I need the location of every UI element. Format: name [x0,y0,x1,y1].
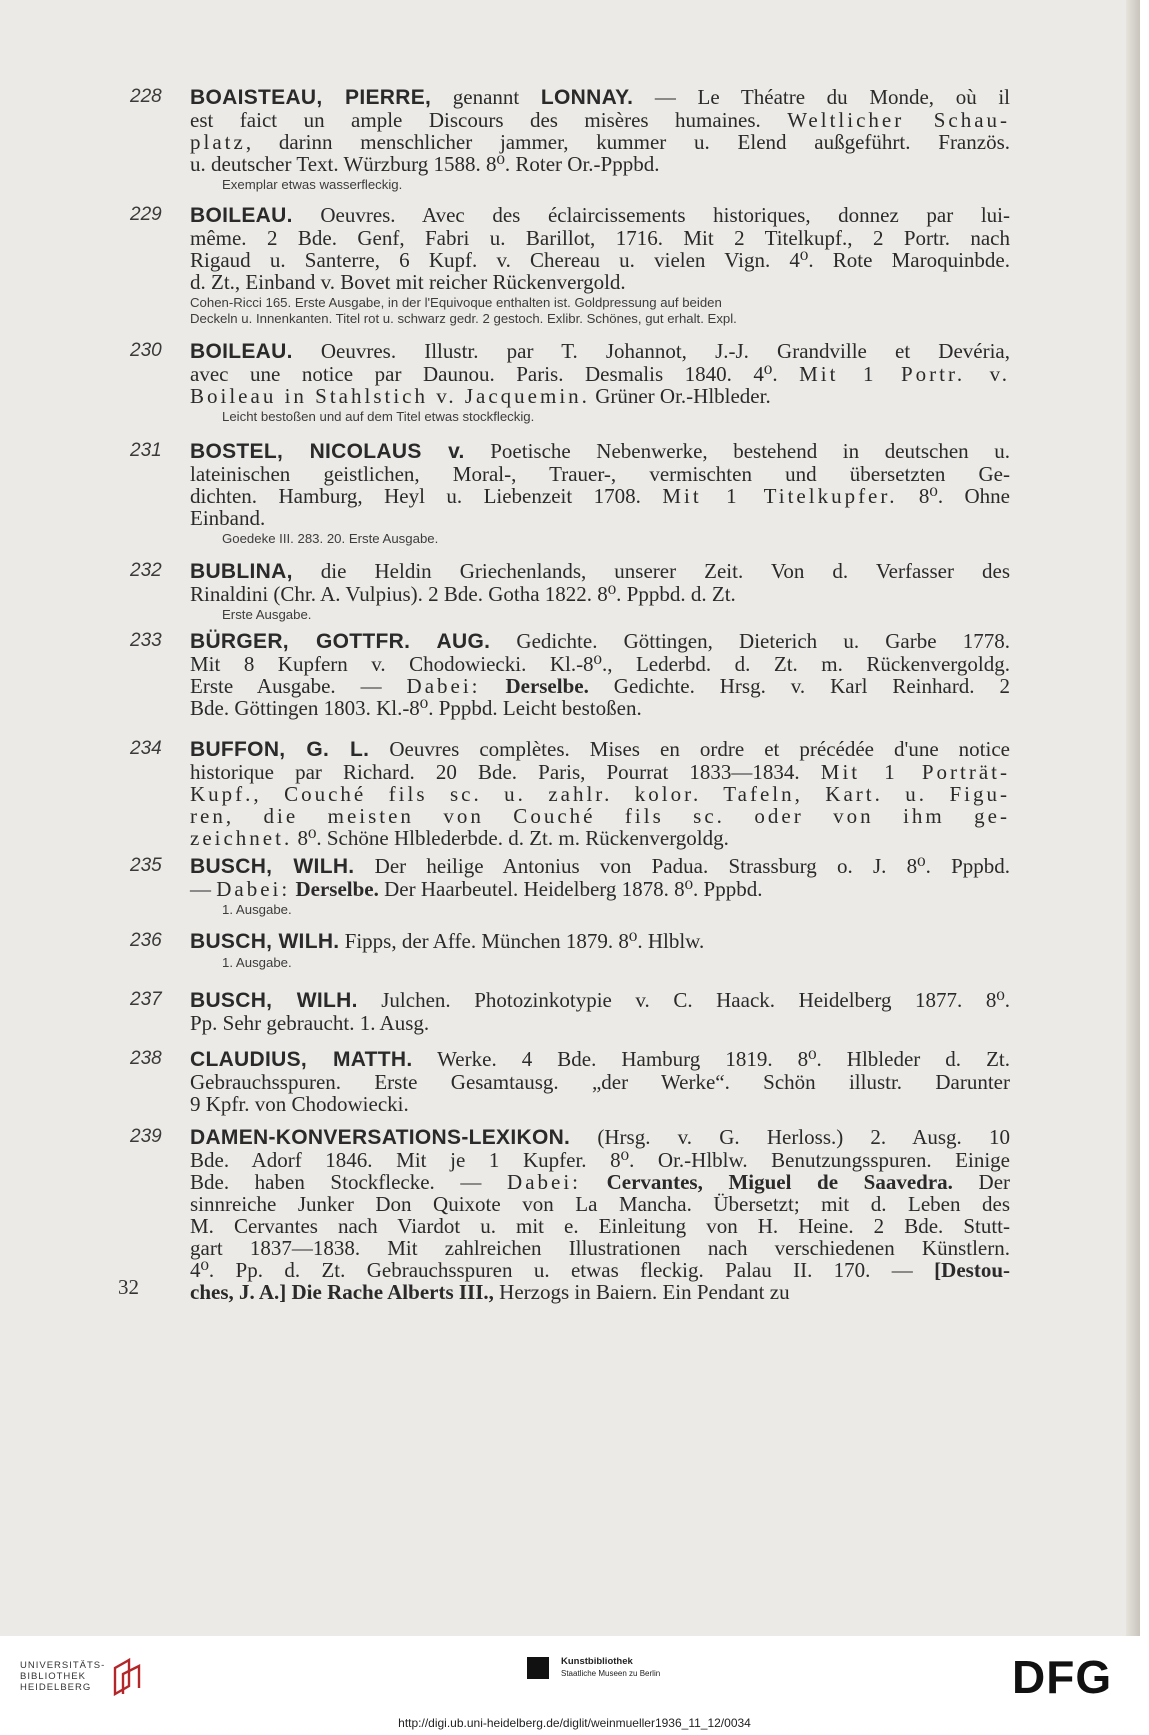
entry-line [190,1071,1010,1093]
entry-heading: BOAISTEAU, PIERRE, [190,86,432,109]
entry-description [190,560,1010,623]
entry-text: Gedichte. Göttingen, Dieterich u. Garbe 1778. [490,629,1010,653]
entry-text: Der heilige Antonius von Padua. Strassburg o. J. 8⁰. Pppbd. [354,854,1010,878]
entry-line [190,560,1010,583]
entry-description [190,738,1010,849]
entry-text: Gebrauchsspuren. Erste Gesamtausg. „der Werke“. Schön illustr. Darunter [190,1070,1010,1094]
entry-text: sinnreiche Junker Don Quixote von La Mancha. Übersetzt; mit d. Leben des [190,1192,1010,1216]
entry-bold-text: ches, J. A.] Die Rache Alberts III., [190,1280,494,1304]
entry-description [190,989,1010,1034]
entry-line [190,227,1010,249]
entry-number: 236 [130,930,162,951]
entry-line [190,1215,1010,1237]
entry-spaced-text: Weltlicher Schau- [787,108,1011,132]
entry-number: 231 [130,440,162,461]
entry-text: Rigaud u. Santerre, 6 Kupf. v. Chereau u. vielen Vign. 4⁰. Rote Maroquinbde. [190,248,1010,272]
entry-text [481,674,506,698]
entry-text: (Hrsg. v. G. Herloss.) 2. Ausg. 10 [570,1125,1010,1149]
entry-line [190,1281,1010,1303]
entry-line [190,440,1010,463]
entry-spaced-text: Boileau in Stahlstich v. Jacquemin. [190,384,590,408]
entry-line [190,153,1010,175]
entry-heading: BÜRGER, GOTTFR. AUG. [190,630,491,653]
entry-line [190,805,1010,827]
entry-spaced-text: platz [190,130,246,154]
catalogue-entry [130,440,1010,547]
entry-number: 235 [130,855,162,876]
catalogue-entry [130,855,1010,918]
entry-spaced-text: Mit 1 Porträt- [820,760,1010,784]
entry-heading: BUSCH, WILH. [190,930,340,953]
entry-line [190,930,1010,953]
entry-text: Poetische Nebenwerke, bestehend in deutschen u. [464,439,1010,463]
entry-text: Oeuvres. Avec des éclaircissements historiques, donnez par lui- [292,203,1010,227]
entry-line [190,249,1010,271]
entry-text: , darinn menschlicher jammer, kummer u. Elend außgeführt. Französ. [245,130,1010,154]
entry-note [222,177,1010,193]
entry-text: Fipps, der Affe. München 1879. 8⁰. Hlblw. [339,929,705,953]
entry-line [190,204,1010,227]
entry-note-line: Cohen-Ricci 165. Erste Ausgabe, in der l'Equivoque enthalten ist. Goldpressung auf beiden [190,295,722,310]
entry-number: 234 [130,738,162,759]
entry-text: Oeuvres complètes. Mises en ordre et précédée d'une notice [369,737,1010,761]
entry-line [190,697,1010,719]
entry-spaced-text: Dabei: [406,674,481,698]
entry-line [190,1193,1010,1215]
kunstbibliothek-subtitle: Staatliche Museen zu Berlin [561,1669,661,1678]
entry-line [190,1259,1010,1281]
entry-heading: BOSTEL, NICOLAUS v. [190,440,465,463]
entry-heading: BUSCH, WILH. [190,989,358,1012]
entry-heading: DAMEN-KONVERSATIONS-LEXIKON. [190,1126,571,1149]
entry-text: Werke. 4 Bde. Hamburg 1819. 8⁰. Hlbleder d. Zt. [412,1047,1010,1071]
catalogue-entry [130,1126,1010,1303]
entry-line [190,131,1010,153]
entry-description [190,204,1010,327]
catalogue-entry [130,630,1010,719]
entry-note [222,902,1010,918]
entry-note [222,955,1010,971]
university-library-logo-text: UNIVERSITÄTS- BIBLIOTHEK HEIDELBERG [20,1659,106,1693]
entry-text: dichten. Hamburg, Heyl u. Liebenzeit 1708. [190,484,663,508]
entry-text: Julchen. Photozinkotypie v. C. Haack. Heidelberg 1877. 8⁰. [357,988,1010,1012]
entry-line [190,783,1010,805]
university-library-logo[interactable] [20,1656,145,1696]
page-number: 32 [118,1275,139,1299]
entry-note-line: Goedeke III. 283. 20. Erste Ausgabe. [222,531,439,546]
entry-text: 4⁰. Pp. d. Zt. Gebrauchsspuren u. etwas fleckig. Palau II. 170. — [190,1258,935,1282]
entry-line [190,340,1010,363]
entry-line [190,485,1010,507]
entry-description [190,930,1010,971]
entry-bold-text: Cervantes, Miguel de Saavedra. [606,1170,953,1194]
entry-note-line: 1. Ausgabe. [222,902,292,917]
entry-heading: BOILEAU. [190,340,293,363]
entry-text: Erste Ausgabe. — [190,674,407,698]
entry-number: 237 [130,989,162,1010]
entry-text: avec une notice par Daunou. Paris. Desmalis 1840. 4⁰. [190,362,800,386]
entry-number: 233 [130,630,162,651]
entry-line [190,761,1010,783]
entry-line [190,385,1010,407]
kunstbibliothek-title: Kunstbibliothek [561,1656,633,1667]
catalogue-entry [130,1048,1010,1115]
entry-line [190,1237,1010,1259]
entry-text: gart 1837—1838. Mit zahlreichen Illustrationen nach verschiedenen Künstlern. [190,1236,1010,1260]
entry-text: Herzogs in Baiern. Ein Pendant zu [493,1280,790,1304]
entry-heading: LONNAY. [540,86,634,109]
entry-heading: CLAUDIUS, MATTH. [190,1048,413,1071]
entry-text: u. deutscher Text. Würzburg 1588. 8⁰. Roter Or.-Pppbd. [190,152,660,176]
entry-line [190,1093,1010,1115]
entry-line [190,989,1010,1012]
entry-text: 9 Kpfr. von Chodowiecki. [190,1092,409,1116]
entry-text: — Le Théatre du Monde, où il [633,85,1010,109]
entry-note-line: Erste Ausgabe. [222,607,312,622]
entry-spaced-text: Dabei: [507,1170,582,1194]
entry-line [190,1126,1010,1149]
entry-text: Bde. haben Stockflecke. — [190,1170,508,1194]
entry-line [190,463,1010,485]
entry-note-line: Exemplar etwas wasserfleckig. [222,177,403,192]
entry-number: 229 [130,204,162,225]
dfg-logo[interactable]: DFG [1012,1651,1113,1703]
entry-text: die Heldin Griechenlands, unserer Zeit. Von d. Verfasser des [292,559,1010,583]
entry-description [190,440,1010,547]
catalogue-entry [130,86,1010,193]
entry-line [190,363,1010,385]
entry-line [190,675,1010,697]
entry-text: M. Cervantes nach Viardot u. mit e. Einleitung von H. Heine. 2 Bde. Stutt- [190,1214,1010,1238]
entry-text [581,1170,607,1194]
entry-line [190,271,1010,293]
entry-text: Der Haarbeutel. Heidelberg 1878. 8⁰. Pppbd. [378,877,763,901]
university-logo-mark-icon [111,1656,145,1696]
entry-line [190,878,1010,900]
entry-heading: BUFFON, G. L. [190,738,370,761]
entry-line [190,653,1010,675]
entry-description [190,340,1010,425]
entry-text: — [190,877,217,901]
entry-note [222,607,1010,623]
entry-heading: BUSCH, WILH. [190,855,355,878]
entry-line [190,827,1010,849]
entry-text: Mit 8 Kupfern v. Chodowiecki. Kl.-8⁰., Lederbd. d. Zt. m. Rückenvergoldg. [190,652,1010,676]
entry-text: Oeuvres. Illustr. par T. Johannot, J.-J. Grandville et Devéria, [292,339,1010,363]
entry-text: Einband. [190,506,266,530]
entry-description [190,1048,1010,1115]
entry-description [190,855,1010,918]
entry-number: 238 [130,1048,162,1069]
entry-text: 8⁰. Schöne Hlblederbde. d. Zt. m. Rückenvergoldg. [292,826,729,850]
entry-spaced-text: Mit 1 Portr. v. [799,362,1010,386]
catalogue-entry [130,560,1010,623]
entry-line [190,86,1010,109]
entry-text: Gedichte. Hrsg. v. Karl Reinhard. 2 [588,674,1010,698]
entry-text: Bde. Adorf 1846. Mit je 1 Kupfer. 8⁰. Or.-Hlblw. Benutzungsspuren. Einige [190,1148,1010,1172]
entry-spaced-text: ren, die meisten von Couché fils sc. oder von ihm ge- [190,804,1010,828]
entry-text: lateinischen geistlichen, Moral-, Trauer-, vermischten und übersetzten Ge- [190,462,1010,486]
entry-note-line: Deckeln u. Innenkanten. Titel rot u. schwarz gedr. 2 gestoch. Exlibr. Schönes, gut erhalt. Expl. [190,311,737,326]
entry-text: historique par Richard. 20 Bde. Paris, Pourrat 1833—1834. [190,760,821,784]
entry-spaced-text: Dabei: [216,877,291,901]
entry-number: 239 [130,1126,162,1147]
entry-note-line: 1. Ausgabe. [222,955,292,970]
entry-line [190,1012,1010,1034]
entry-bold-text: Derselbe. [505,674,589,698]
source-url[interactable]: http://digi.ub.uni-heidelberg.de/diglit/weinmueller1936_11_12/0034 [398,1716,751,1730]
entry-line [190,738,1010,761]
entry-note-line: Leicht bestoßen und auf dem Titel etwas stockfleckig. [222,409,535,424]
entry-description [190,1126,1010,1303]
entry-text: genannt [431,85,541,109]
entry-text: Der [952,1170,1011,1194]
entry-text: 8⁰. Ohne [897,484,1010,508]
entry-heading: BUBLINA, [190,560,293,583]
entry-number: 228 [130,86,162,107]
entry-line [190,855,1010,878]
entry-text: d. Zt., Einband v. Bovet mit reicher Rückenvergold. [190,270,626,294]
entry-text: Rinaldini (Chr. A. Vulpius). 2 Bde. Gotha 1822. 8⁰. Pppbd. d. Zt. [190,582,736,606]
entry-number: 230 [130,340,162,361]
entry-line [190,1048,1010,1071]
entry-note [222,531,1010,547]
entry-heading: BOILEAU. [190,204,293,227]
entry-bold-text: Derselbe. [295,877,379,901]
entry-description [190,86,1010,193]
entry-line [190,630,1010,653]
entry-spaced-text: Mit 1 Titelkupfer. [662,484,898,508]
kunstbibliothek-logo[interactable] [527,1656,660,1679]
entry-note [190,295,1010,327]
entry-line [190,109,1010,131]
entry-spaced-text: zeichnet. [190,826,293,850]
footer [0,1636,1149,1735]
catalogue-entry [130,738,1010,849]
entry-line [190,507,1010,529]
entry-bold-text: [Destou- [934,1258,1010,1282]
entry-line [190,583,1010,605]
entry-text: est faict un ample Discours des misères humaines. [190,108,788,132]
catalogue-entry [130,930,1010,971]
kunstbibliothek-square-icon [527,1657,549,1679]
catalogue-entry [130,204,1010,327]
entry-spaced-text: Kupf., Couché fils sc. u. zahlr. kolor. Tafeln, Kart. u. Figu- [190,782,1010,806]
entry-number: 232 [130,560,162,581]
entry-description [190,630,1010,719]
catalogue-entry [130,340,1010,425]
entry-text: Pp. Sehr gebraucht. 1. Ausg. [190,1011,430,1035]
entry-text: Bde. Göttingen 1803. Kl.-8⁰. Pppbd. Leicht bestoßen. [190,696,642,720]
entry-note [222,409,1010,425]
catalogue-entry [130,989,1010,1034]
entry-text: même. 2 Bde. Genf, Fabri u. Barillot, 1716. Mit 2 Titelkupf., 2 Portr. nach [190,226,1010,250]
entry-line [190,1149,1010,1171]
entry-text: Grüner Or.-Hlbleder. [589,384,771,408]
entry-line [190,1171,1010,1193]
